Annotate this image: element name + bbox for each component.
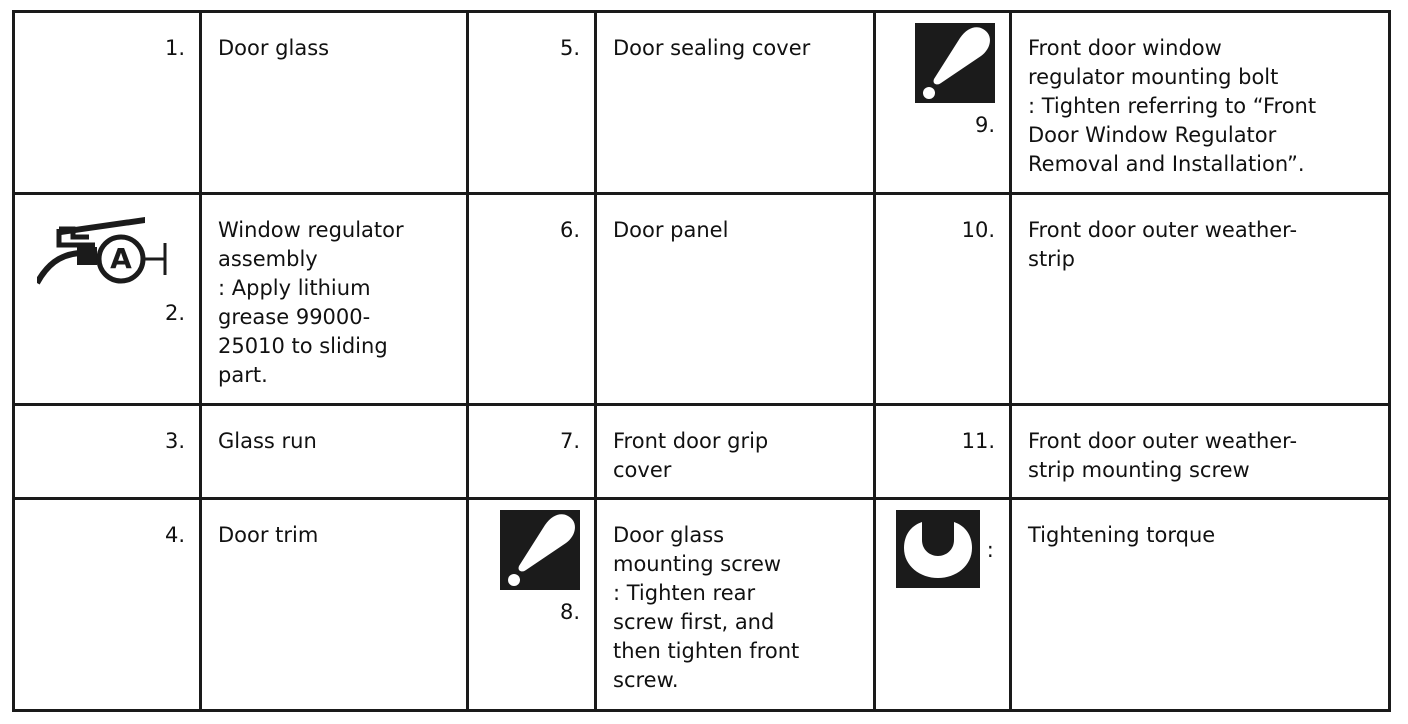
item-description: Door panel <box>596 194 875 405</box>
item-description: Door trim <box>201 499 468 711</box>
table-row <box>14 194 1390 405</box>
item-description: Glass run <box>201 405 468 499</box>
item-description: Door glass <box>201 12 468 194</box>
grease-apply-icon <box>37 215 185 299</box>
grease-type-label: A <box>110 242 132 275</box>
item-number: 11. <box>875 405 1011 499</box>
parts-legend-table <box>12 10 1391 712</box>
item-description: Front door grip cover <box>596 405 875 499</box>
item-description: Door glass mounting screw : Tighten rear screw first, and then tighten front screw. <box>596 499 875 711</box>
item-number: 10. <box>875 194 1011 405</box>
table-row <box>14 499 1390 711</box>
wrench-icon <box>896 510 980 596</box>
item-description: Window regulator assembly : Apply lithium grease 99000- 25010 to sliding part. <box>201 194 468 405</box>
item-number: 8. <box>468 499 596 711</box>
tightening-bolt-icon <box>500 510 580 598</box>
item-number: 4. <box>14 499 201 711</box>
item-number: 6. <box>468 194 596 405</box>
item-description: Front door outer weather- strip <box>1011 194 1390 405</box>
item-number: A 2. <box>14 194 201 405</box>
tightening-bolt-icon <box>915 23 995 111</box>
item-number: 9. <box>875 12 1011 194</box>
item-description: Front door outer weather- strip mounting screw <box>1011 405 1390 499</box>
item-number: 1. <box>14 12 201 194</box>
item-description: Door sealing cover <box>596 12 875 194</box>
table-row <box>14 405 1390 499</box>
item-description: Front door window regulator mounting bolt : Tighten referring to “Front Door Window Regulator Removal and Installation”. <box>1011 12 1390 194</box>
item-number: 3. <box>14 405 201 499</box>
item-description: Tightening torque <box>1011 499 1390 711</box>
item-number: : <box>875 499 1011 711</box>
item-number: 7. <box>468 405 596 499</box>
item-number: 5. <box>468 12 596 194</box>
table-row <box>14 12 1390 194</box>
